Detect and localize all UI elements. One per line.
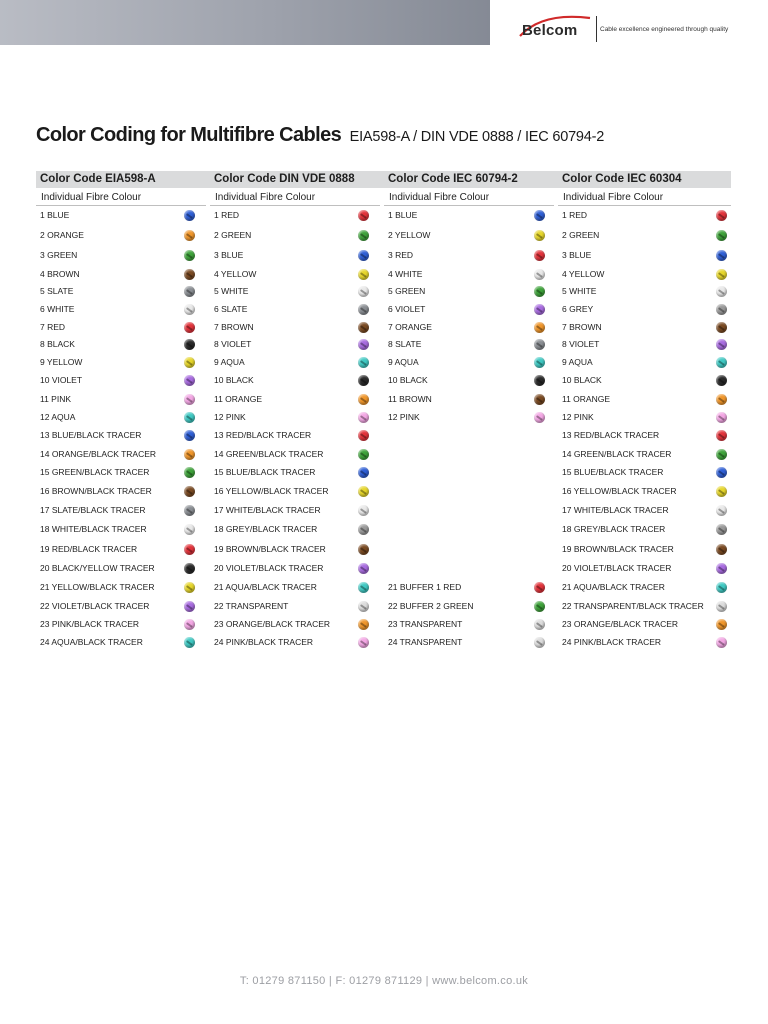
fibre-label: 10 BLACK — [562, 375, 602, 385]
fibre-color-icon — [184, 304, 195, 315]
fibre-label: 15 BLUE/BLACK TRACER — [214, 467, 316, 477]
fibre-color-icon — [716, 210, 727, 221]
fibre-label: 20 BLACK/YELLOW TRACER — [40, 563, 155, 573]
fibre-color-icon — [716, 430, 727, 441]
fibre-color-icon — [534, 582, 545, 593]
fibre-label: 18 GREY/BLACK TRACER — [214, 524, 318, 534]
fibre-color-icon — [716, 524, 727, 535]
fibre-color-icon — [358, 486, 369, 497]
fibre-color-icon — [358, 524, 369, 535]
fibre-label: 17 WHITE/BLACK TRACER — [214, 505, 321, 515]
fibre-color-icon — [358, 412, 369, 423]
subheader-rule — [384, 205, 554, 206]
fibre-color-icon — [716, 544, 727, 555]
fibre-label: 21 BUFFER 1 RED — [388, 582, 462, 592]
fibre-color-icon — [184, 269, 195, 280]
column-subheader: Individual Fibre Colour — [389, 192, 490, 203]
fibre-color-icon — [716, 412, 727, 423]
fibre-color-icon — [184, 286, 195, 297]
fibre-color-icon — [184, 210, 195, 221]
fibre-color-icon — [716, 269, 727, 280]
fibre-color-icon — [716, 304, 727, 315]
fibre-label: 17 SLATE/BLACK TRACER — [40, 505, 146, 515]
fibre-label: 23 PINK/BLACK TRACER — [40, 619, 140, 629]
fibre-color-icon — [184, 505, 195, 516]
fibre-color-icon — [184, 582, 195, 593]
fibre-label: 24 TRANSPARENT — [388, 637, 463, 647]
fibre-color-icon — [358, 394, 369, 405]
column-subheader: Individual Fibre Colour — [41, 192, 142, 203]
column-header: Color Code EIA598-A — [40, 173, 156, 185]
logo-brand: Belcom — [522, 22, 578, 39]
fibre-label: 2 YELLOW — [388, 230, 431, 240]
fibre-label: 12 AQUA — [40, 412, 76, 422]
fibre-label: 12 PINK — [388, 412, 420, 422]
fibre-color-icon — [358, 304, 369, 315]
fibre-color-icon — [184, 250, 195, 261]
fibre-color-icon — [534, 269, 545, 280]
fibre-color-icon — [184, 619, 195, 630]
column-subheader: Individual Fibre Colour — [563, 192, 664, 203]
fibre-label: 4 YELLOW — [562, 269, 605, 279]
fibre-label: 14 GREEN/BLACK TRACER — [562, 449, 672, 459]
fibre-label: 22 TRANSPARENT/BLACK TRACER — [562, 601, 704, 611]
fibre-label: 5 WHITE — [214, 286, 249, 296]
fibre-label: 7 BROWN — [214, 322, 254, 332]
logo-tagline: Cable excellence engineered through quality — [600, 26, 729, 33]
fibre-label: 10 BLACK — [214, 375, 254, 385]
fibre-color-icon — [534, 619, 545, 630]
fibre-label: 13 BLUE/BLACK TRACER — [40, 430, 142, 440]
fibre-label: 5 SLATE — [40, 286, 74, 296]
fibre-color-icon — [716, 601, 727, 612]
fibre-color-icon — [534, 286, 545, 297]
column-header: Color Code IEC 60794-2 — [388, 173, 518, 185]
fibre-label: 14 GREEN/BLACK TRACER — [214, 449, 324, 459]
fibre-label: 18 GREY/BLACK TRACER — [562, 524, 666, 534]
fibre-color-icon — [534, 375, 545, 386]
subheader-rule — [558, 205, 731, 206]
fibre-label: 16 YELLOW/BLACK TRACER — [214, 486, 329, 496]
fibre-label: 23 ORANGE/BLACK TRACER — [214, 619, 331, 629]
fibre-label: 22 TRANSPARENT — [214, 601, 289, 611]
fibre-color-icon — [716, 619, 727, 630]
fibre-label: 16 YELLOW/BLACK TRACER — [562, 486, 677, 496]
footer-contact: T: 01279 871150 | F: 01279 871129 | www.belcom.co.uk — [239, 975, 529, 987]
fibre-label: 3 BLUE — [562, 250, 592, 260]
fibre-label: 8 BLACK — [40, 339, 75, 349]
fibre-color-icon — [716, 286, 727, 297]
fibre-color-icon — [716, 357, 727, 368]
fibre-color-icon — [534, 394, 545, 405]
header-banner — [0, 0, 490, 45]
fibre-label: 9 AQUA — [388, 357, 419, 367]
page-title — [36, 124, 604, 147]
fibre-color-icon — [534, 250, 545, 261]
fibre-label: 1 RED — [214, 210, 240, 220]
fibre-label: 11 BROWN — [388, 394, 432, 404]
fibre-label: 9 AQUA — [214, 357, 245, 367]
fibre-label: 19 BROWN/BLACK TRACER — [562, 544, 674, 554]
fibre-label: 24 AQUA/BLACK TRACER — [40, 637, 143, 647]
fibre-color-icon — [184, 544, 195, 555]
fibre-label: 3 RED — [388, 250, 414, 260]
fibre-color-icon — [534, 357, 545, 368]
fibre-label: 6 SLATE — [214, 304, 248, 314]
fibre-color-icon — [184, 412, 195, 423]
fibre-color-icon — [716, 230, 727, 241]
fibre-color-icon — [534, 339, 545, 350]
fibre-color-icon — [534, 230, 545, 241]
fibre-label: 7 BROWN — [562, 322, 602, 332]
fibre-color-icon — [716, 339, 727, 350]
fibre-color-icon — [358, 250, 369, 261]
fibre-label: 1 BLUE — [388, 210, 418, 220]
fibre-label: 16 BROWN/BLACK TRACER — [40, 486, 152, 496]
fibre-label: 2 ORANGE — [40, 230, 84, 240]
fibre-label: 3 BLUE — [214, 250, 244, 260]
fibre-label: 6 WHITE — [40, 304, 75, 314]
fibre-color-icon — [184, 375, 195, 386]
fibre-color-icon — [184, 601, 195, 612]
fibre-label: 20 VIOLET/BLACK TRACER — [214, 563, 324, 573]
fibre-color-icon — [716, 486, 727, 497]
logo-divider — [596, 16, 597, 42]
fibre-label: 7 ORANGE — [388, 322, 432, 332]
fibre-color-icon — [716, 449, 727, 460]
fibre-label: 5 GREEN — [388, 286, 426, 296]
fibre-label: 8 SLATE — [388, 339, 422, 349]
fibre-label: 21 YELLOW/BLACK TRACER — [40, 582, 155, 592]
fibre-label: 17 WHITE/BLACK TRACER — [562, 505, 669, 515]
fibre-color-icon — [184, 637, 195, 648]
fibre-label: 10 BLACK — [388, 375, 428, 385]
fibre-label: 22 VIOLET/BLACK TRACER — [40, 601, 150, 611]
fibre-label: 5 WHITE — [562, 286, 597, 296]
fibre-color-icon — [716, 582, 727, 593]
fibre-color-icon — [716, 394, 727, 405]
fibre-label: 13 RED/BLACK TRACER — [562, 430, 660, 440]
fibre-color-icon — [534, 601, 545, 612]
fibre-color-icon — [716, 505, 727, 516]
fibre-label: 7 RED — [40, 322, 66, 332]
fibre-label: 9 AQUA — [562, 357, 593, 367]
fibre-label: 24 PINK/BLACK TRACER — [214, 637, 314, 647]
fibre-color-icon — [716, 322, 727, 333]
fibre-color-icon — [358, 544, 369, 555]
fibre-color-icon — [358, 449, 369, 460]
fibre-label: 14 ORANGE/BLACK TRACER — [40, 449, 157, 459]
fibre-label: 8 VIOLET — [562, 339, 600, 349]
fibre-label: 1 BLUE — [40, 210, 70, 220]
subheader-rule — [36, 205, 206, 206]
fibre-color-icon — [534, 210, 545, 221]
fibre-color-icon — [184, 563, 195, 574]
fibre-color-icon — [358, 230, 369, 241]
fibre-color-icon — [358, 430, 369, 441]
fibre-label: 4 WHITE — [388, 269, 423, 279]
fibre-color-icon — [184, 524, 195, 535]
fibre-color-icon — [184, 430, 195, 441]
fibre-color-icon — [184, 486, 195, 497]
fibre-color-icon — [184, 449, 195, 460]
fibre-label: 9 YELLOW — [40, 357, 83, 367]
fibre-label: 10 VIOLET — [40, 375, 83, 385]
fibre-color-icon — [358, 375, 369, 386]
title-main: Color Coding for Multifibre Cables — [36, 124, 342, 146]
fibre-color-icon — [358, 269, 369, 280]
fibre-color-icon — [184, 230, 195, 241]
fibre-color-icon — [534, 304, 545, 315]
fibre-label: 18 WHITE/BLACK TRACER — [40, 524, 147, 534]
column-subheader: Individual Fibre Colour — [215, 192, 316, 203]
fibre-label: 15 GREEN/BLACK TRACER — [40, 467, 150, 477]
fibre-label: 4 BROWN — [40, 269, 80, 279]
fibre-label: 11 PINK — [40, 394, 72, 404]
fibre-label: 21 AQUA/BLACK TRACER — [562, 582, 665, 592]
fibre-color-icon — [716, 467, 727, 478]
fibre-color-icon — [358, 339, 369, 350]
fibre-color-icon — [534, 637, 545, 648]
fibre-color-icon — [184, 394, 195, 405]
fibre-label: 19 BROWN/BLACK TRACER — [214, 544, 326, 554]
fibre-color-icon — [358, 601, 369, 612]
fibre-color-icon — [358, 467, 369, 478]
belcom-logo — [512, 10, 762, 44]
fibre-color-icon — [358, 505, 369, 516]
fibre-label: 3 GREEN — [40, 250, 78, 260]
fibre-label: 21 AQUA/BLACK TRACER — [214, 582, 317, 592]
fibre-label: 4 YELLOW — [214, 269, 257, 279]
fibre-label: 8 VIOLET — [214, 339, 252, 349]
fibre-color-icon — [358, 322, 369, 333]
fibre-color-icon — [184, 339, 195, 350]
fibre-label: 24 PINK/BLACK TRACER — [562, 637, 662, 647]
fibre-color-icon — [358, 357, 369, 368]
fibre-color-icon — [358, 210, 369, 221]
fibre-label: 11 ORANGE — [214, 394, 263, 404]
fibre-color-icon — [184, 467, 195, 478]
fibre-color-icon — [358, 563, 369, 574]
fibre-color-icon — [716, 250, 727, 261]
fibre-label: 22 BUFFER 2 GREEN — [388, 601, 474, 611]
fibre-color-icon — [358, 619, 369, 630]
fibre-color-icon — [358, 582, 369, 593]
subheader-rule — [210, 205, 380, 206]
fibre-label: 13 RED/BLACK TRACER — [214, 430, 312, 440]
column-header: Color Code IEC 60304 — [562, 173, 682, 185]
fibre-label: 1 RED — [562, 210, 588, 220]
fibre-label: 19 RED/BLACK TRACER — [40, 544, 138, 554]
fibre-label: 6 VIOLET — [388, 304, 426, 314]
fibre-label: 15 BLUE/BLACK TRACER — [562, 467, 664, 477]
fibre-label: 20 VIOLET/BLACK TRACER — [562, 563, 672, 573]
fibre-color-icon — [184, 322, 195, 333]
fibre-label: 23 TRANSPARENT — [388, 619, 463, 629]
fibre-color-icon — [184, 357, 195, 368]
fibre-color-icon — [534, 412, 545, 423]
fibre-label: 12 PINK — [562, 412, 594, 422]
fibre-label: 23 ORANGE/BLACK TRACER — [562, 619, 679, 629]
fibre-color-icon — [716, 375, 727, 386]
column-header: Color Code DIN VDE 0888 — [214, 173, 355, 185]
fibre-label: 12 PINK — [214, 412, 246, 422]
fibre-color-icon — [358, 637, 369, 648]
fibre-color-icon — [534, 322, 545, 333]
title-standards: EIA598-A / DIN VDE 0888 / IEC 60794-2 — [349, 129, 605, 145]
fibre-color-icon — [358, 286, 369, 297]
fibre-color-icon — [716, 637, 727, 648]
fibre-label: 11 ORANGE — [562, 394, 611, 404]
fibre-color-icon — [716, 563, 727, 574]
fibre-label: 6 GREY — [562, 304, 594, 314]
fibre-label: 2 GREEN — [562, 230, 600, 240]
fibre-label: 2 GREEN — [214, 230, 252, 240]
